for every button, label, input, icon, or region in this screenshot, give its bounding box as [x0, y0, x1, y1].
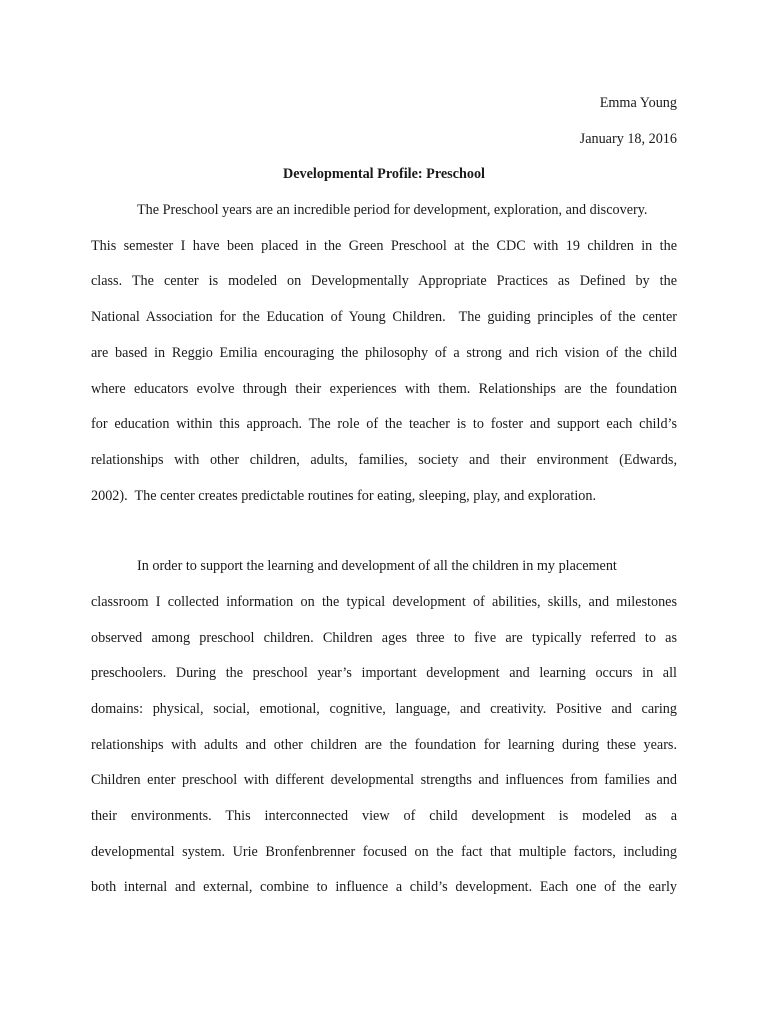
paragraph-line: their environments. This interconnected view of child development is modeled as a [91, 808, 677, 824]
paragraph-line: relationships with adults and other children are the foundation for learning during these years. [91, 737, 677, 753]
paragraph-line: class. The center is modeled on Developmentally Appropriate Practices as Defined by the [91, 273, 677, 289]
paragraph-line: This semester I have been placed in the Green Preschool at the CDC with 19 children in the [91, 238, 677, 254]
paragraph-line: preschoolers. During the preschool year’s important development and learning occurs in all [91, 665, 677, 681]
paragraph-line: both internal and external, combine to influence a child’s development. Each one of the early [91, 879, 677, 895]
paragraph-line: developmental system. Urie Bronfenbrenner focused on the fact that multiple factors, including [91, 844, 677, 860]
paragraph-line: are based in Reggio Emilia encouraging the philosophy of a strong and rich vision of the child [91, 345, 677, 361]
page-title: Developmental Profile: Preschool [283, 166, 485, 182]
author-name: Emma Young [599, 95, 677, 111]
paragraph-line: In order to support the learning and development of all the children in my placement [137, 558, 617, 574]
paragraph-line: classroom I collected information on the typical development of abilities, skills, and milestones [91, 594, 677, 610]
paragraph-line: 2002). The center creates predictable routines for eating, sleeping, play, and exploration. [91, 488, 597, 504]
paragraph-line: observed among preschool children. Children ages three to five are typically referred to as [91, 630, 677, 646]
paragraph-line: relationships with other children, adults, families, society and their environment (Edwards, [91, 452, 677, 468]
paragraph-line: The Preschool years are an incredible period for development, exploration, and discovery. [137, 202, 648, 218]
paragraph-line: where educators evolve through their experiences with them. Relationships are the foundation [91, 381, 677, 397]
document-date: January 18, 2016 [579, 131, 677, 147]
paragraph-line: domains: physical, social, emotional, cognitive, language, and creativity. Positive and caring [91, 701, 677, 717]
paragraph-line: for education within this approach. The role of the teacher is to foster and support each child’s [91, 416, 677, 432]
paragraph-line: Children enter preschool with different developmental strengths and influences from families and [91, 772, 677, 788]
paragraph-line: National Association for the Education of Young Children. The guiding principles of the center [91, 309, 677, 325]
